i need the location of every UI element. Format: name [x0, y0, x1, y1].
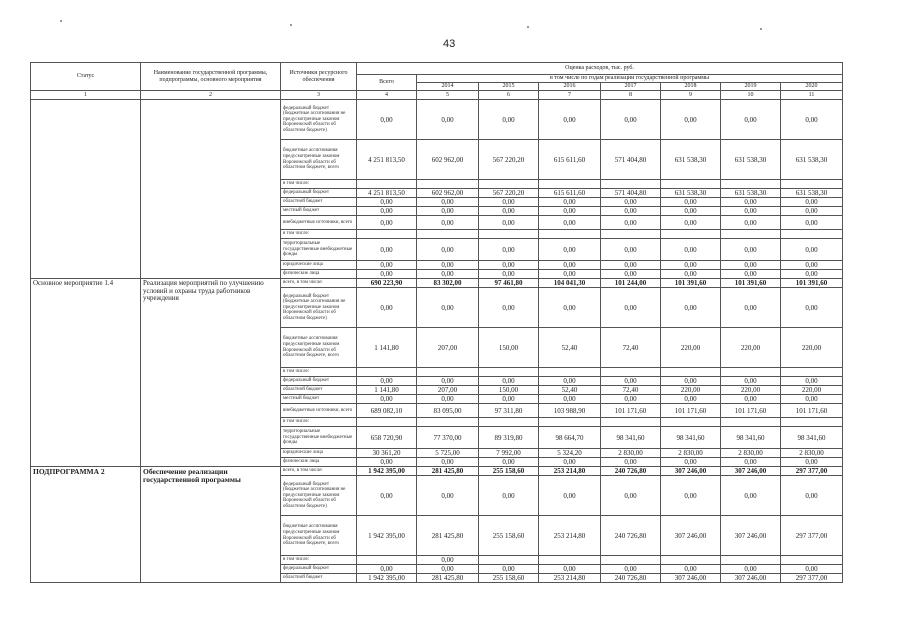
- value-cell: 101 171,60: [601, 404, 661, 418]
- value-cell: 0,00: [601, 395, 661, 404]
- value-cell: 0,00: [721, 261, 781, 270]
- value-cell: 0,00: [601, 377, 661, 386]
- value-cell: 0,00: [721, 198, 781, 207]
- value-cell: 83 302,00: [417, 279, 479, 288]
- value-cell: 689 082,10: [357, 404, 417, 418]
- value-cell: 0,00: [661, 377, 721, 386]
- source-cell: областной бюджет: [281, 198, 357, 207]
- value-cell: 0,00: [781, 100, 843, 140]
- value-cell: 0,00: [357, 377, 417, 386]
- value-cell: [479, 180, 539, 189]
- value-cell: 0,00: [479, 239, 539, 261]
- value-cell: 0,00: [357, 270, 417, 279]
- value-cell: 0,00: [357, 565, 417, 574]
- source-cell: местный бюджет: [281, 395, 357, 404]
- budget-table: [30, 62, 843, 583]
- value-cell: 615 611,60: [539, 140, 601, 180]
- value-cell: 253 214,80: [539, 467, 601, 476]
- value-cell: 255 158,60: [479, 574, 539, 583]
- value-cell: 83 095,00: [417, 404, 479, 418]
- value-cell: 0,00: [539, 270, 601, 279]
- value-cell: 0,00: [479, 288, 539, 328]
- value-cell: 220,00: [781, 328, 843, 368]
- value-cell: 0,00: [781, 476, 843, 516]
- value-cell: 0,00: [661, 261, 721, 270]
- value-cell: 220,00: [661, 328, 721, 368]
- header-year: 2020: [781, 83, 843, 91]
- value-cell: 1 141,80: [357, 328, 417, 368]
- header-year: 2014: [417, 83, 479, 91]
- source-cell: всего, в том числе:: [281, 279, 357, 288]
- value-cell: [601, 230, 661, 239]
- value-cell: 0,00: [661, 270, 721, 279]
- value-cell: [781, 230, 843, 239]
- value-cell: [781, 556, 843, 565]
- value-cell: 2 830,00: [781, 449, 843, 458]
- value-cell: 220,00: [661, 386, 721, 395]
- value-cell: 0,00: [479, 198, 539, 207]
- source-cell: внебюджетные источники, всего: [281, 216, 357, 230]
- source-cell: физические лица: [281, 458, 357, 467]
- value-cell: 220,00: [721, 386, 781, 395]
- value-cell: 0,00: [721, 377, 781, 386]
- value-cell: 0,00: [601, 458, 661, 467]
- source-cell: физические лица: [281, 270, 357, 279]
- value-cell: 631 538,30: [781, 140, 843, 180]
- value-cell: 0,00: [661, 476, 721, 516]
- value-cell: 0,00: [781, 288, 843, 328]
- value-cell: 0,00: [417, 288, 479, 328]
- value-cell: 52,40: [539, 328, 601, 368]
- value-cell: [479, 418, 539, 427]
- source-cell: в том числе:: [281, 418, 357, 427]
- value-cell: 89 319,80: [479, 427, 539, 449]
- value-cell: [417, 180, 479, 189]
- value-cell: 0,00: [601, 216, 661, 230]
- value-cell: [781, 368, 843, 377]
- value-cell: [661, 556, 721, 565]
- value-cell: 240 726,80: [601, 516, 661, 556]
- table-row: [31, 467, 843, 476]
- value-cell: [417, 418, 479, 427]
- value-cell: 0,00: [479, 476, 539, 516]
- value-cell: 0,00: [601, 270, 661, 279]
- value-cell: [417, 230, 479, 239]
- value-cell: 5 725,00: [417, 449, 479, 458]
- value-cell: 297 377,00: [781, 467, 843, 476]
- value-cell: 253 214,80: [539, 516, 601, 556]
- source-cell: юридические лица: [281, 261, 357, 270]
- value-cell: 255 158,60: [479, 467, 539, 476]
- value-cell: 1 942 395,00: [357, 467, 417, 476]
- value-cell: 150,00: [479, 328, 539, 368]
- value-cell: 567 220,20: [479, 189, 539, 198]
- value-cell: 307 246,00: [721, 574, 781, 583]
- source-cell: в том числе:: [281, 230, 357, 239]
- value-cell: 0,00: [417, 239, 479, 261]
- source-cell: в том числе:: [281, 368, 357, 377]
- value-cell: 98 341,60: [601, 427, 661, 449]
- value-cell: 0,00: [661, 565, 721, 574]
- value-cell: 631 538,30: [721, 140, 781, 180]
- column-number: 11: [781, 91, 843, 100]
- value-cell: 631 538,30: [781, 189, 843, 198]
- value-cell: 0,00: [781, 239, 843, 261]
- value-cell: [601, 368, 661, 377]
- value-cell: 631 538,30: [661, 189, 721, 198]
- source-cell: местный бюджет: [281, 207, 357, 216]
- value-cell: 0,00: [357, 288, 417, 328]
- value-cell: [661, 368, 721, 377]
- value-cell: [539, 180, 601, 189]
- value-cell: 0,00: [417, 458, 479, 467]
- value-cell: 0,00: [539, 207, 601, 216]
- header-source: Источники ресурсного обеспечения: [281, 63, 357, 91]
- header-year: 2016: [539, 83, 601, 91]
- column-number: 9: [661, 91, 721, 100]
- value-cell: 307 246,00: [661, 574, 721, 583]
- value-cell: [601, 556, 661, 565]
- value-cell: 103 988,90: [539, 404, 601, 418]
- value-cell: 77 370,00: [417, 427, 479, 449]
- value-cell: 602 962,00: [417, 189, 479, 198]
- value-cell: 0,00: [479, 270, 539, 279]
- value-cell: 0,00: [721, 288, 781, 328]
- value-cell: 101 391,60: [781, 279, 843, 288]
- value-cell: 0,00: [721, 458, 781, 467]
- value-cell: 101 391,60: [721, 279, 781, 288]
- status-cell: Основное мероприятие 1.4: [31, 279, 141, 467]
- value-cell: 0,00: [721, 100, 781, 140]
- header-total: Всего: [357, 75, 417, 91]
- column-number: 3: [281, 91, 357, 100]
- column-number: 5: [417, 91, 479, 100]
- value-cell: 0,00: [781, 377, 843, 386]
- value-cell: 98 341,60: [661, 427, 721, 449]
- value-cell: 0,00: [417, 395, 479, 404]
- value-cell: [721, 180, 781, 189]
- value-cell: 0,00: [357, 207, 417, 216]
- value-cell: 1 942 395,00: [357, 574, 417, 583]
- value-cell: 0,00: [661, 288, 721, 328]
- value-cell: 0,00: [417, 198, 479, 207]
- value-cell: [661, 180, 721, 189]
- value-cell: 255 158,60: [479, 516, 539, 556]
- value-cell: 281 425,80: [417, 467, 479, 476]
- value-cell: [357, 368, 417, 377]
- value-cell: 0,00: [721, 239, 781, 261]
- value-cell: [479, 368, 539, 377]
- value-cell: 207,00: [417, 386, 479, 395]
- value-cell: [479, 230, 539, 239]
- value-cell: 307 246,00: [721, 467, 781, 476]
- value-cell: 2 830,00: [661, 449, 721, 458]
- value-cell: 0,00: [539, 261, 601, 270]
- value-cell: 220,00: [781, 386, 843, 395]
- column-number: 7: [539, 91, 601, 100]
- value-cell: 0,00: [781, 261, 843, 270]
- value-cell: [539, 230, 601, 239]
- value-cell: 0,00: [357, 100, 417, 140]
- value-cell: 101 171,60: [721, 404, 781, 418]
- value-cell: 0,00: [417, 565, 479, 574]
- page-number: 43: [443, 38, 456, 50]
- value-cell: [661, 230, 721, 239]
- value-cell: [357, 556, 417, 565]
- source-cell: территориальные государственные внебюджетные фонды: [281, 239, 357, 261]
- status-cell: ПОДПРОГРАММА 2: [31, 467, 141, 583]
- name-cell: [141, 100, 281, 279]
- value-cell: 0,00: [357, 395, 417, 404]
- value-cell: 0,00: [417, 476, 479, 516]
- value-cell: [721, 556, 781, 565]
- header-status: Статус: [31, 63, 141, 91]
- value-cell: 0,00: [781, 216, 843, 230]
- value-cell: 0,00: [539, 216, 601, 230]
- value-cell: 0,00: [539, 395, 601, 404]
- header-year: 2018: [661, 83, 721, 91]
- value-cell: 98 341,60: [721, 427, 781, 449]
- value-cell: 0,00: [781, 565, 843, 574]
- value-cell: [661, 418, 721, 427]
- value-cell: 97 311,80: [479, 404, 539, 418]
- value-cell: 0,00: [539, 100, 601, 140]
- header-name: Наименование государственной программы, подпрограммы, основного мероприятия: [141, 63, 281, 91]
- source-cell: внебюджетные источники, всего: [281, 404, 357, 418]
- value-cell: 0,00: [417, 207, 479, 216]
- value-cell: [601, 180, 661, 189]
- value-cell: 0,00: [781, 270, 843, 279]
- value-cell: 0,00: [601, 207, 661, 216]
- status-cell: [31, 100, 141, 279]
- column-number: 8: [601, 91, 661, 100]
- column-number: 6: [479, 91, 539, 100]
- value-cell: 98 341,60: [781, 427, 843, 449]
- value-cell: 0,00: [661, 100, 721, 140]
- value-cell: 281 425,80: [417, 574, 479, 583]
- value-cell: 98 664,70: [539, 427, 601, 449]
- value-cell: 0,00: [601, 198, 661, 207]
- value-cell: 0,00: [357, 476, 417, 516]
- value-cell: 0,00: [661, 239, 721, 261]
- value-cell: 690 223,90: [357, 279, 417, 288]
- value-cell: 281 425,80: [417, 516, 479, 556]
- value-cell: 2 830,00: [721, 449, 781, 458]
- value-cell: 0,00: [601, 239, 661, 261]
- source-cell: федеральный бюджет: [281, 189, 357, 198]
- value-cell: 101 171,60: [661, 404, 721, 418]
- value-cell: 297 377,00: [781, 574, 843, 583]
- value-cell: 297 377,00: [781, 516, 843, 556]
- value-cell: 0,00: [539, 288, 601, 328]
- value-cell: 571 404,80: [601, 140, 661, 180]
- value-cell: [357, 418, 417, 427]
- header-year: 2019: [721, 83, 781, 91]
- value-cell: 4 251 813,50: [357, 140, 417, 180]
- value-cell: 253 214,80: [539, 574, 601, 583]
- value-cell: 0,00: [721, 207, 781, 216]
- value-cell: 0,00: [601, 476, 661, 516]
- value-cell: 0,00: [479, 216, 539, 230]
- source-cell: юридические лица: [281, 449, 357, 458]
- value-cell: 0,00: [661, 458, 721, 467]
- value-cell: 104 041,30: [539, 279, 601, 288]
- source-cell: федеральный бюджет: [281, 565, 357, 574]
- value-cell: 1 141,80: [357, 386, 417, 395]
- value-cell: 0,00: [721, 270, 781, 279]
- header-by-year: в том числе по годам реализации государственной программы: [417, 75, 843, 83]
- source-cell: в том числе:: [281, 556, 357, 565]
- value-cell: 631 538,30: [661, 140, 721, 180]
- value-cell: [417, 368, 479, 377]
- value-cell: 1 942 395,00: [357, 516, 417, 556]
- value-cell: 101 391,60: [661, 279, 721, 288]
- column-number: 2: [141, 91, 281, 100]
- value-cell: 0,00: [357, 261, 417, 270]
- value-cell: 307 246,00: [661, 467, 721, 476]
- value-cell: 0,00: [781, 198, 843, 207]
- value-cell: [357, 230, 417, 239]
- value-cell: 0,00: [357, 458, 417, 467]
- value-cell: 0,00: [479, 377, 539, 386]
- value-cell: 631 538,30: [721, 189, 781, 198]
- value-cell: 0,00: [417, 216, 479, 230]
- value-cell: 0,00: [781, 395, 843, 404]
- value-cell: 0,00: [601, 288, 661, 328]
- value-cell: 307 246,00: [661, 516, 721, 556]
- value-cell: 101 171,60: [781, 404, 843, 418]
- value-cell: 0,00: [417, 100, 479, 140]
- value-cell: 0,00: [661, 207, 721, 216]
- value-cell: 0,00: [539, 476, 601, 516]
- value-cell: 97 461,80: [479, 279, 539, 288]
- source-cell: федеральный бюджет: [281, 377, 357, 386]
- source-cell: бюджетные ассигнования предусмотренные законом Воронежской области об областном бюджете, всего: [281, 328, 357, 368]
- header-year: 2015: [479, 83, 539, 91]
- value-cell: [539, 556, 601, 565]
- value-cell: [601, 418, 661, 427]
- value-cell: 615 611,60: [539, 189, 601, 198]
- value-cell: 0,00: [539, 239, 601, 261]
- value-cell: 0,00: [479, 565, 539, 574]
- value-cell: 0,00: [721, 395, 781, 404]
- value-cell: 150,00: [479, 386, 539, 395]
- value-cell: [539, 368, 601, 377]
- value-cell: 72,40: [601, 328, 661, 368]
- name-cell: Реализация мероприятий по улучшению условий и охраны труда работников учреждения: [141, 279, 281, 467]
- column-number: 1: [31, 91, 141, 100]
- column-number: 10: [721, 91, 781, 100]
- value-cell: 0,00: [417, 270, 479, 279]
- value-cell: [781, 418, 843, 427]
- value-cell: 571 404,80: [601, 189, 661, 198]
- value-cell: 7 992,00: [479, 449, 539, 458]
- value-cell: 0,00: [357, 198, 417, 207]
- value-cell: [357, 180, 417, 189]
- value-cell: 0,00: [417, 261, 479, 270]
- value-cell: 2 830,00: [601, 449, 661, 458]
- value-cell: 0,00: [601, 565, 661, 574]
- value-cell: 567 220,20: [479, 140, 539, 180]
- value-cell: 0,00: [417, 377, 479, 386]
- source-cell: федеральный бюджет (бюджетные ассигнования не предусмотренные законом Воронежской области об областном бюджете): [281, 288, 357, 328]
- value-cell: 0,00: [539, 198, 601, 207]
- value-cell: 0,00: [539, 565, 601, 574]
- value-cell: [721, 230, 781, 239]
- source-cell: областной бюджет: [281, 386, 357, 395]
- value-cell: 0,00: [721, 216, 781, 230]
- table-row: [31, 279, 843, 288]
- source-cell: всего, в том числе:: [281, 467, 357, 476]
- source-cell: федеральный бюджет (бюджетные ассигнования не предусмотренные законом Воронежской области об областном бюджете): [281, 100, 357, 140]
- value-cell: 0,00: [479, 100, 539, 140]
- source-cell: федеральный бюджет (бюджетные ассигнования не предусмотренные законом Воронежской области об областном бюджете): [281, 476, 357, 516]
- value-cell: 0,00: [661, 198, 721, 207]
- value-cell: 0,00: [479, 207, 539, 216]
- value-cell: 240 726,80: [601, 574, 661, 583]
- value-cell: 72,40: [601, 386, 661, 395]
- value-cell: 30 361,20: [357, 449, 417, 458]
- source-cell: бюджетные ассигнования предусмотренные законом Воронежской области об областном бюджете, всего: [281, 516, 357, 556]
- value-cell: 52,40: [539, 386, 601, 395]
- value-cell: 101 244,00: [601, 279, 661, 288]
- value-cell: 0,00: [721, 565, 781, 574]
- source-cell: бюджетные ассигнования предусмотренные законом Воронежской области об областном бюджете, всего: [281, 140, 357, 180]
- value-cell: [781, 180, 843, 189]
- value-cell: [479, 556, 539, 565]
- value-cell: 0,00: [539, 377, 601, 386]
- header-estimate: Оценка расходов, тыс. руб.: [357, 63, 843, 75]
- value-cell: [539, 418, 601, 427]
- value-cell: 220,00: [721, 328, 781, 368]
- value-cell: 0,00: [357, 216, 417, 230]
- value-cell: 0,00: [479, 261, 539, 270]
- value-cell: 0,00: [661, 216, 721, 230]
- source-cell: территориальные государственные внебюджетные фонды: [281, 427, 357, 449]
- value-cell: 307 246,00: [721, 516, 781, 556]
- value-cell: 207,00: [417, 328, 479, 368]
- value-cell: 0,00: [601, 100, 661, 140]
- value-cell: 0,00: [781, 207, 843, 216]
- value-cell: 0,00: [417, 556, 479, 565]
- source-cell: в том числе:: [281, 180, 357, 189]
- value-cell: 0,00: [721, 476, 781, 516]
- value-cell: [721, 418, 781, 427]
- value-cell: 4 251 813,50: [357, 189, 417, 198]
- value-cell: 658 720,90: [357, 427, 417, 449]
- column-number: 4: [357, 91, 417, 100]
- name-cell: Обеспечение реализации государственной программы: [141, 467, 281, 583]
- value-cell: 602 962,00: [417, 140, 479, 180]
- value-cell: [721, 368, 781, 377]
- value-cell: 0,00: [357, 239, 417, 261]
- value-cell: 0,00: [539, 458, 601, 467]
- value-cell: 0,00: [781, 458, 843, 467]
- header-year: 2017: [601, 83, 661, 91]
- value-cell: 0,00: [479, 458, 539, 467]
- table-row: [31, 100, 843, 140]
- value-cell: 0,00: [601, 261, 661, 270]
- source-cell: областной бюджет: [281, 574, 357, 583]
- value-cell: 0,00: [479, 395, 539, 404]
- value-cell: 0,00: [661, 395, 721, 404]
- value-cell: 5 324,20: [539, 449, 601, 458]
- value-cell: 240 726,80: [601, 467, 661, 476]
